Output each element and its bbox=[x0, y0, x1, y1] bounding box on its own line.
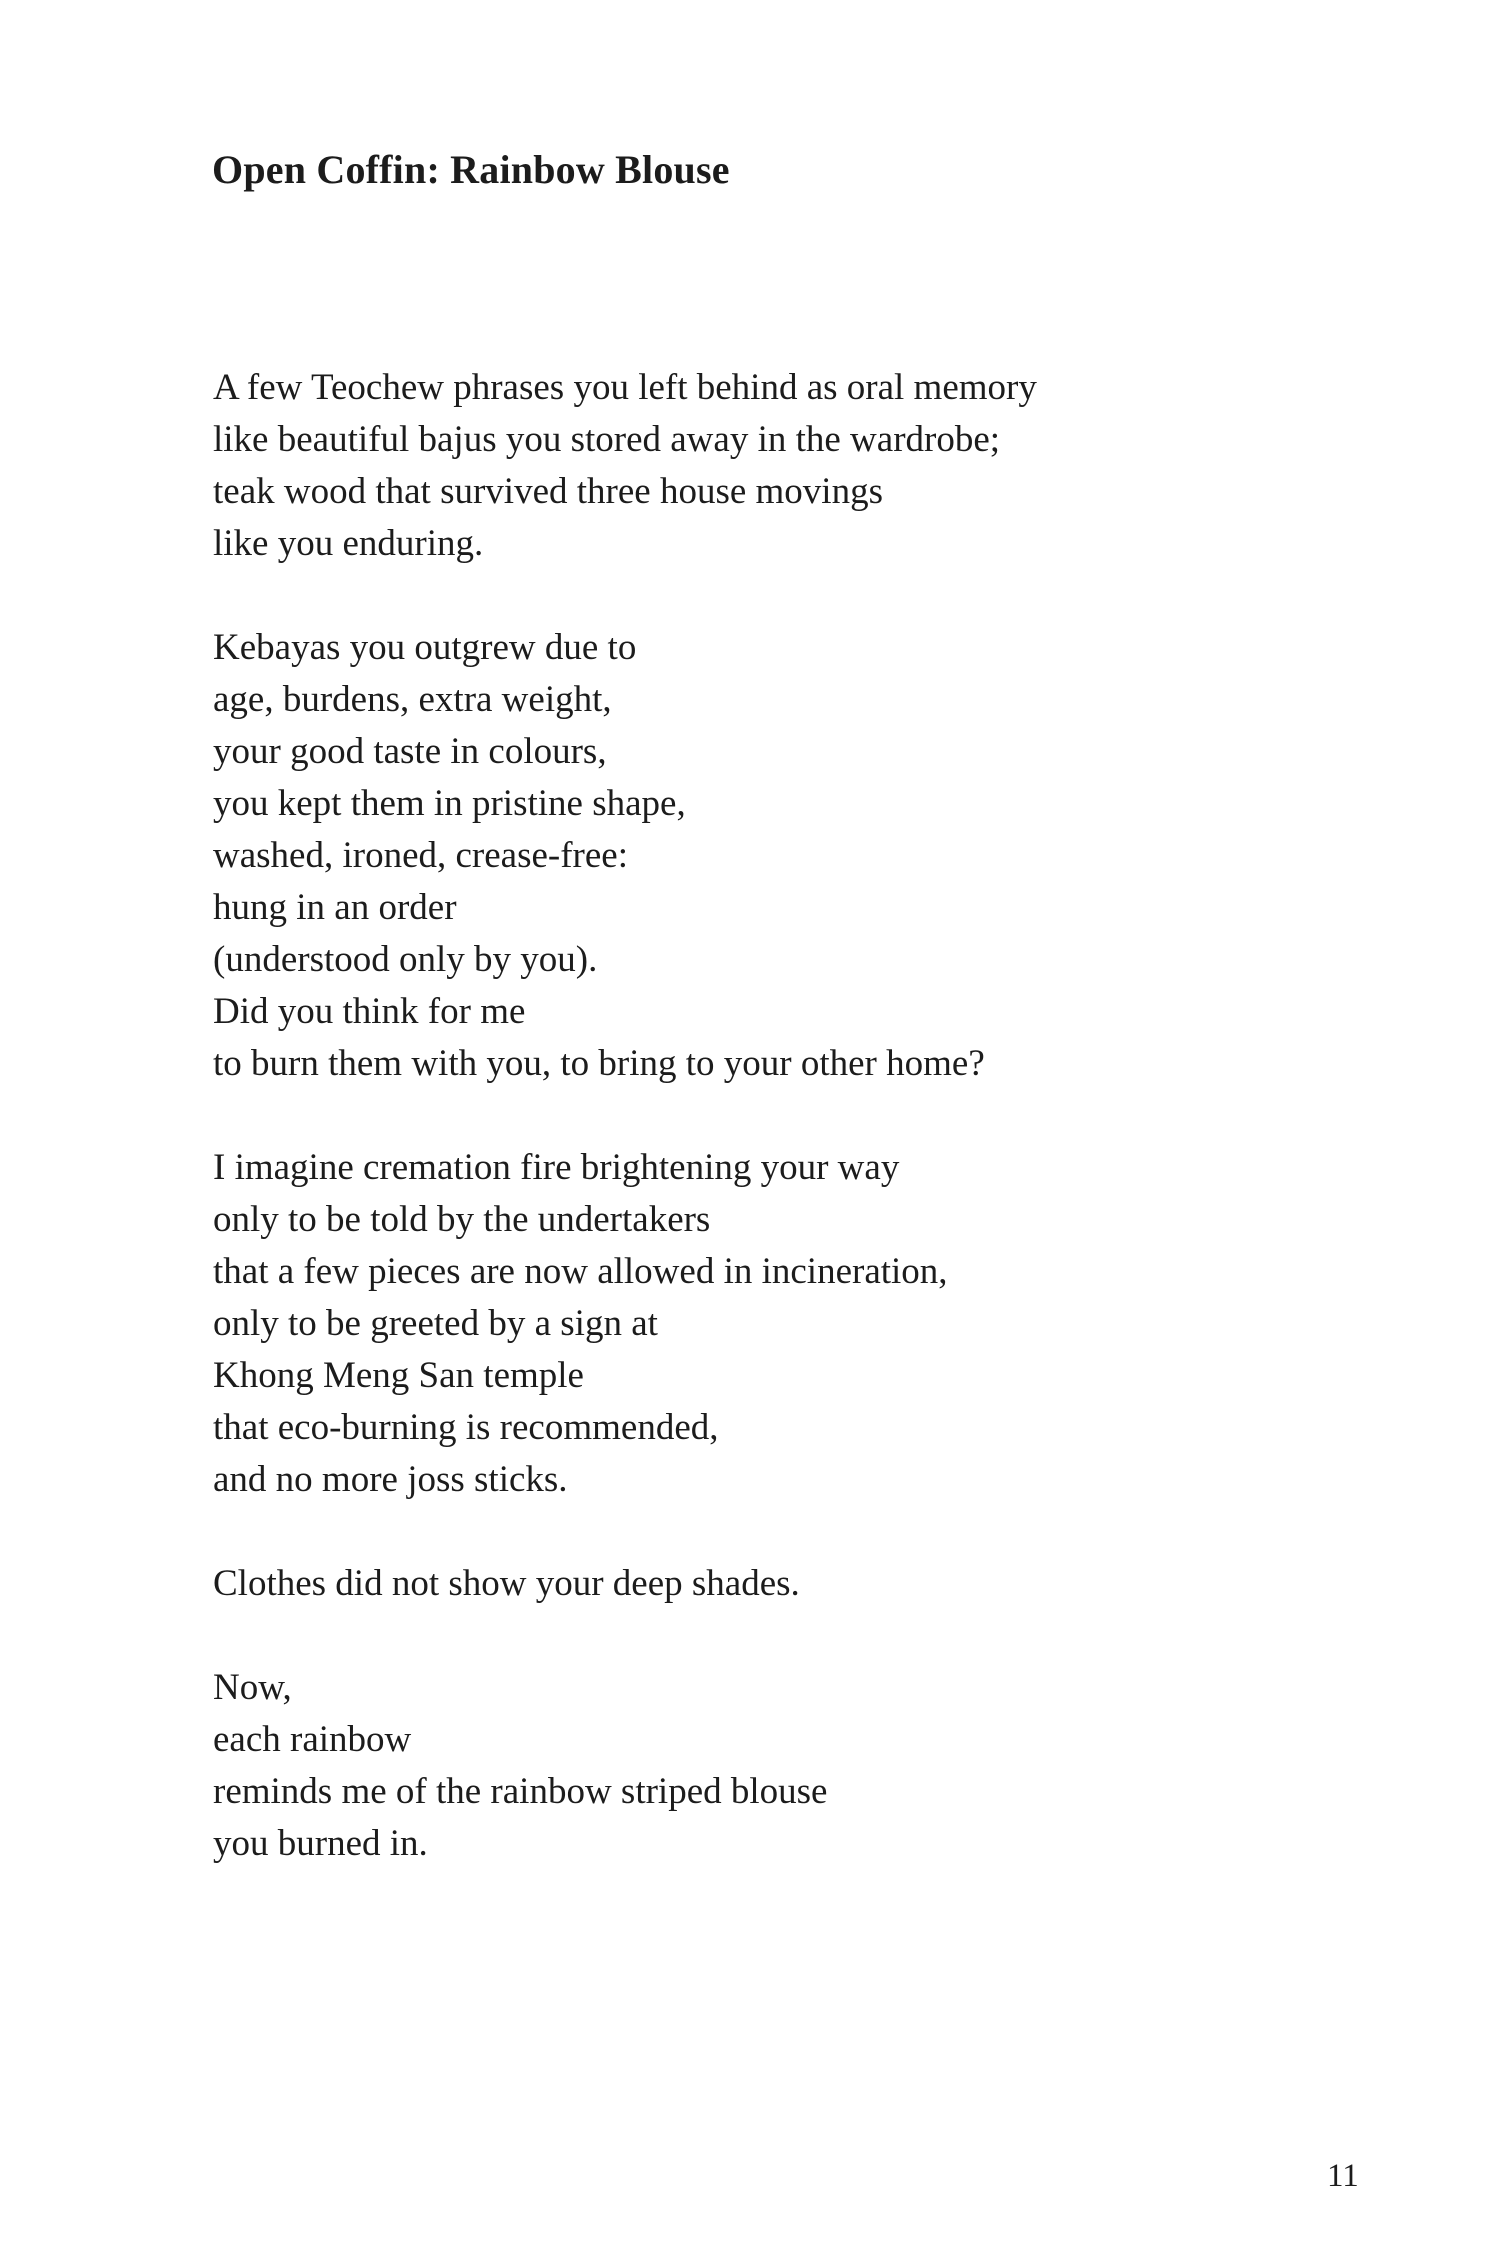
poem-line: only to be told by the undertakers bbox=[213, 1199, 711, 1240]
poem-line: Clothes did not show your deep shades. bbox=[213, 1563, 800, 1604]
poem-line: you kept them in pristine shape, bbox=[213, 783, 686, 824]
poem-line: and no more joss sticks. bbox=[213, 1459, 568, 1500]
poem-line: age, burdens, extra weight, bbox=[213, 679, 612, 720]
poem-line: teak wood that survived three house movings bbox=[213, 471, 883, 512]
stanza-3 bbox=[213, 1142, 1313, 1506]
poem-line: Khong Meng San temple bbox=[213, 1355, 584, 1396]
poem-line: only to be greeted by a sign at bbox=[213, 1303, 658, 1344]
poem-line: hung in an order bbox=[213, 887, 457, 928]
stanza-5 bbox=[213, 1662, 1313, 1870]
poem-line: like you enduring. bbox=[213, 523, 484, 564]
poem-line: I imagine cremation fire brightening your way bbox=[213, 1147, 900, 1188]
poem-title: Open Coffin: Rainbow Blouse bbox=[212, 147, 730, 192]
poem-line: that eco-burning is recommended, bbox=[213, 1407, 719, 1448]
poem-line: washed, ironed, crease-free: bbox=[213, 835, 628, 876]
poem-line: to burn them with you, to bring to your other home? bbox=[213, 1043, 985, 1084]
poem-line: (understood only by you). bbox=[213, 939, 598, 980]
poem-line: A few Teochew phrases you left behind as oral memory bbox=[213, 367, 1037, 408]
stanza-4 bbox=[213, 1558, 1313, 1610]
poem-line: you burned in. bbox=[213, 1823, 428, 1864]
poem-body bbox=[213, 362, 1313, 1922]
page-number: 11 bbox=[1327, 2158, 1359, 2194]
poem-line: like beautiful bajus you stored away in the wardrobe; bbox=[213, 419, 1001, 460]
poem-line: Kebayas you outgrew due to bbox=[213, 627, 637, 668]
poem-line: each rainbow bbox=[213, 1719, 412, 1760]
stanza-1 bbox=[213, 362, 1313, 570]
poem-line: your good taste in colours, bbox=[213, 731, 607, 772]
stanza-2 bbox=[213, 622, 1313, 1090]
poem-line: reminds me of the rainbow striped blouse bbox=[213, 1771, 828, 1812]
poem-line: that a few pieces are now allowed in incineration, bbox=[213, 1251, 948, 1292]
poem-line: Now, bbox=[213, 1667, 292, 1708]
poem-line: Did you think for me bbox=[213, 991, 526, 1032]
